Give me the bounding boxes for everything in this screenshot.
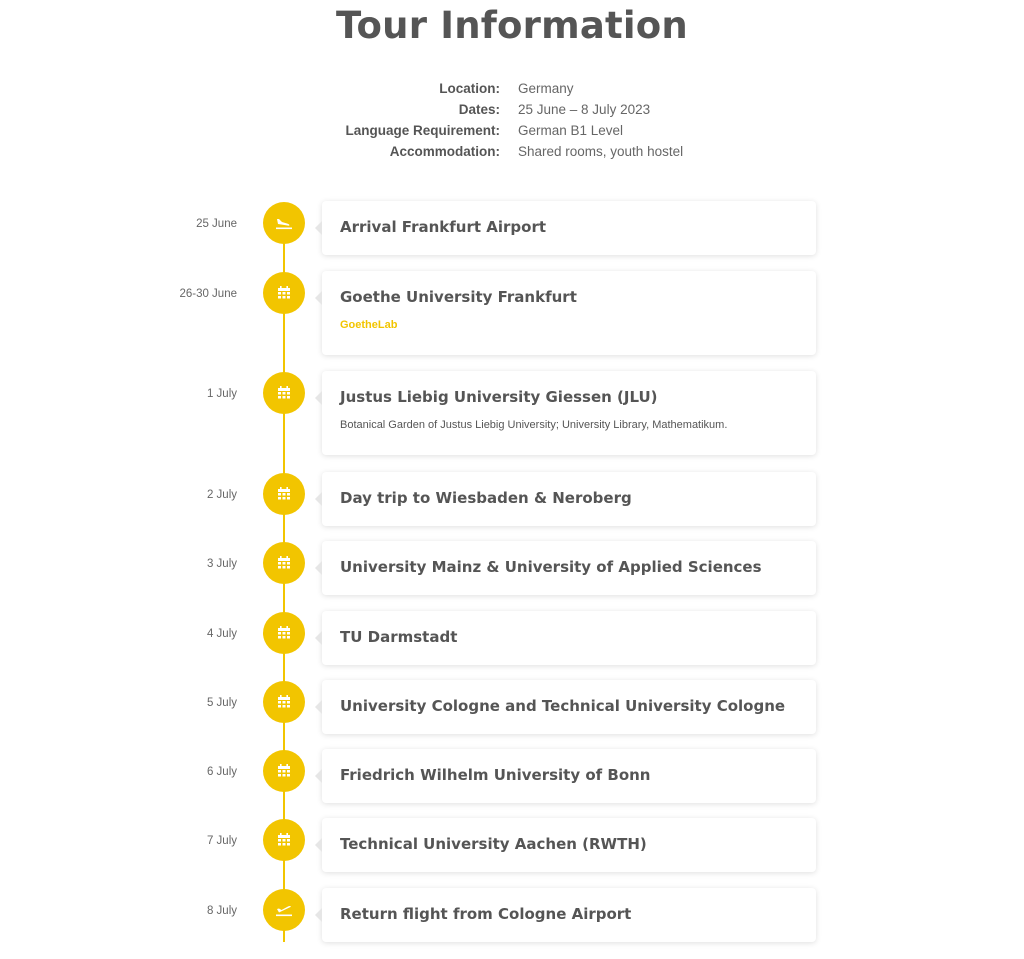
- timeline-card: [322, 271, 816, 355]
- timeline-title: Technical University Aachen (RWTH): [340, 835, 647, 853]
- timeline-subtitle: GoetheLab: [340, 319, 398, 331]
- calendar-icon: [263, 272, 305, 314]
- timeline-date: 8 July: [206, 905, 237, 917]
- timeline-title: Return flight from Cologne Airport: [340, 905, 632, 923]
- info-label: Accommodation:: [389, 144, 500, 159]
- info-label: Language Requirement:: [345, 123, 500, 138]
- timeline-title: TU Darmstadt: [340, 628, 458, 646]
- timeline-card: [322, 201, 816, 255]
- timeline-title: University Mainz & University of Applied Sciences: [340, 558, 762, 576]
- timeline-card: [322, 749, 816, 803]
- timeline-title: Arrival Frankfurt Airport: [340, 218, 547, 236]
- page-title: Tour Information: [336, 4, 688, 47]
- timeline-title: Goethe University Frankfurt: [340, 288, 577, 306]
- timeline-title: University Cologne and Technical University Cologne: [340, 697, 786, 715]
- info-value: Shared rooms, youth hostel: [518, 144, 684, 159]
- plane-departure-icon: [263, 889, 305, 931]
- timeline-title: Friedrich Wilhelm University of Bonn: [340, 766, 651, 784]
- info-row-language: [0, 123, 1024, 144]
- timeline-title: Justus Liebig University Giessen (JLU): [340, 388, 658, 406]
- timeline-card: [322, 611, 816, 665]
- calendar-icon: [263, 473, 305, 515]
- timeline-card: [322, 680, 816, 734]
- info-row-location: [0, 81, 1024, 102]
- calendar-icon: [263, 819, 305, 861]
- info-value: 25 June – 8 July 2023: [518, 102, 651, 117]
- calendar-icon: [263, 372, 305, 414]
- timeline-date: 3 July: [206, 558, 237, 570]
- info-value: German B1 Level: [518, 123, 624, 138]
- timeline-date: 6 July: [206, 766, 237, 778]
- timeline-card: [322, 371, 816, 455]
- timeline-card: [322, 472, 816, 526]
- info-label: Location:: [439, 81, 500, 96]
- info-row-accommodation: [0, 144, 1024, 165]
- calendar-icon: [263, 750, 305, 792]
- calendar-icon: [263, 681, 305, 723]
- timeline-title: Day trip to Wiesbaden & Neroberg: [340, 489, 632, 507]
- timeline-card: [322, 818, 816, 872]
- timeline-card: [322, 541, 816, 595]
- info-row-dates: [0, 102, 1024, 123]
- timeline-card: [322, 888, 816, 942]
- timeline-date: 5 July: [206, 697, 237, 709]
- calendar-icon: [263, 612, 305, 654]
- timeline-date: 25 June: [196, 218, 237, 230]
- calendar-icon: [263, 542, 305, 584]
- timeline-subtitle: Botanical Garden of Justus Liebig University; University Library, Mathematikum.: [340, 419, 728, 431]
- info-label: Dates:: [458, 102, 500, 117]
- timeline-date: 2 July: [206, 489, 237, 501]
- timeline-date: 4 July: [206, 628, 237, 640]
- plane-arrival-icon: [263, 202, 305, 244]
- timeline-date: 26-30 June: [179, 288, 237, 300]
- timeline-date: 1 July: [206, 388, 237, 400]
- info-value: Germany: [518, 81, 574, 96]
- timeline-date: 7 July: [206, 835, 237, 847]
